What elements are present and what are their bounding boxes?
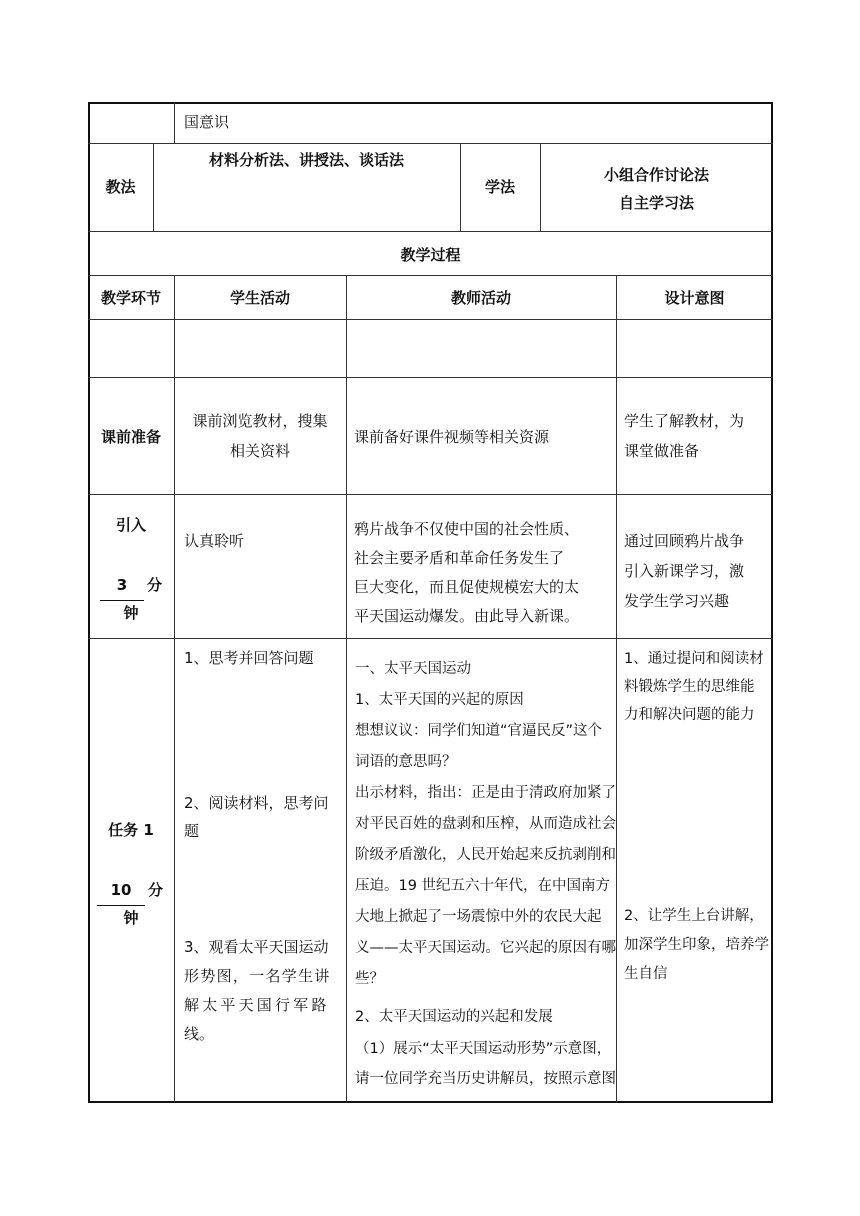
task1-student: 形势图，一名学生讲	[184, 967, 331, 985]
intro-duration	[100, 570, 162, 601]
task1-teacher: 请一位同学充当历史讲解员，按照示意图	[355, 1071, 616, 1087]
prep-student: 相关资料	[229, 442, 290, 460]
task1-duration	[97, 875, 163, 906]
task1-teacher: 义——太平天国运动。它兴起的原因有哪	[355, 940, 616, 956]
intro-stage: 引入	[115, 516, 146, 534]
learn-method-value: 自主学习法	[618, 194, 694, 212]
task1-student: 线。	[184, 1025, 215, 1043]
row-line	[88, 377, 773, 378]
minute-unit: 分	[147, 576, 163, 594]
intro-intent: 发学生学习兴趣	[624, 592, 730, 610]
task1-unit: 钟	[123, 909, 139, 927]
prep-student: 课前浏览教材，搜集	[192, 412, 328, 430]
header-stage: 教学环节	[100, 289, 161, 307]
row-line	[88, 319, 773, 320]
minute-unit: 分	[148, 881, 164, 899]
task1-intent: 力和解决问题的能力	[624, 707, 755, 723]
task1-stage: 任务 1	[108, 821, 154, 839]
task1-student: 2、阅读材料，思考问	[184, 794, 329, 812]
row-line	[88, 494, 773, 495]
task1-teacher: 1、太平天国的兴起的原因	[355, 692, 524, 708]
intro-intent: 引入新课学习，激	[624, 562, 745, 580]
task1-teacher: 阶级矛盾激化，人民开始起来反抗剥削和	[355, 847, 616, 863]
intro-student: 认真聆听	[184, 532, 245, 550]
task1-teacher: 对平民百姓的盘剥和压榨，从而造成社会	[355, 816, 616, 832]
intro-teacher: 社会主要矛盾和革命任务发生了	[354, 549, 565, 567]
task1-intent: 加深学生印象，培养学	[624, 937, 769, 953]
task1-teacher: 词语的意思吗？	[355, 754, 457, 770]
row-line	[88, 638, 773, 639]
task1-teacher: 出示材料，指出：正是由于清政府加紧了	[355, 785, 616, 801]
row-line	[88, 231, 773, 232]
task1-teacher: 想想议议：同学们知道“官逼民反”这个	[355, 723, 603, 739]
prep-teacher: 课前备好课件视频等相关资源	[354, 428, 550, 446]
intro-teacher: 巨大变化，而且促使规模宏大的太	[354, 578, 580, 596]
task1-teacher: （1）展示“太平天国运动形势”示意图，	[355, 1041, 612, 1057]
row-line	[88, 143, 773, 144]
task1-teacher: 些？	[355, 971, 384, 987]
process-title: 教学过程	[400, 246, 461, 264]
row-line	[88, 275, 773, 276]
top-row-text: 国意识	[184, 113, 230, 131]
teach-method-value: 材料分析法、讲授法、谈话法	[208, 151, 404, 169]
intro-unit: 钟	[123, 604, 139, 622]
task1-minutes: 10	[97, 875, 145, 906]
task1-student: 解太平天国行军路	[184, 996, 330, 1014]
learn-method-value: 小组合作讨论法	[603, 166, 709, 184]
task1-teacher: 大地上掀起了一场震惊中外的农民大起	[355, 909, 602, 925]
task1-intent: 2、让学生上台讲解，	[624, 908, 764, 924]
learn-method-label: 学法	[484, 178, 515, 196]
col-line	[616, 275, 617, 1103]
task1-teacher: 压迫。19 世纪五六十年代，在中国南方	[355, 878, 611, 894]
intro-teacher: 平天国运动爆发。由此导入新课。	[354, 607, 580, 625]
task1-student: 3、观看太平天国运动	[184, 938, 329, 956]
task1-student: 题	[184, 822, 200, 840]
prep-intent: 课堂做准备	[624, 442, 700, 460]
task1-intent: 1、通过提问和阅读材	[624, 651, 764, 667]
task1-intent: 生自信	[624, 966, 668, 982]
prep-stage: 课前准备	[100, 428, 161, 446]
header-teacher: 教师活动	[450, 289, 511, 307]
intro-intent: 通过回顾鸦片战争	[624, 532, 745, 550]
teach-method-label: 教法	[105, 178, 136, 196]
task1-student: 1、思考并回答问题	[184, 649, 314, 667]
prep-intent: 学生了解教材，为	[624, 412, 745, 430]
header-student: 学生活动	[229, 289, 290, 307]
intro-minutes: 3	[100, 570, 144, 601]
task1-teacher: 一、太平天国运动	[355, 661, 471, 677]
task1-teacher: 2、太平天国运动的兴起和发展	[355, 1009, 553, 1025]
col-line	[174, 102, 175, 143]
col-line	[174, 275, 175, 1103]
header-intent: 设计意图	[664, 289, 725, 307]
col-line	[346, 275, 347, 1103]
task1-intent: 料锻炼学生的思维能	[624, 679, 755, 695]
intro-teacher: 鸦片战争不仅使中国的社会性质、	[354, 520, 580, 538]
